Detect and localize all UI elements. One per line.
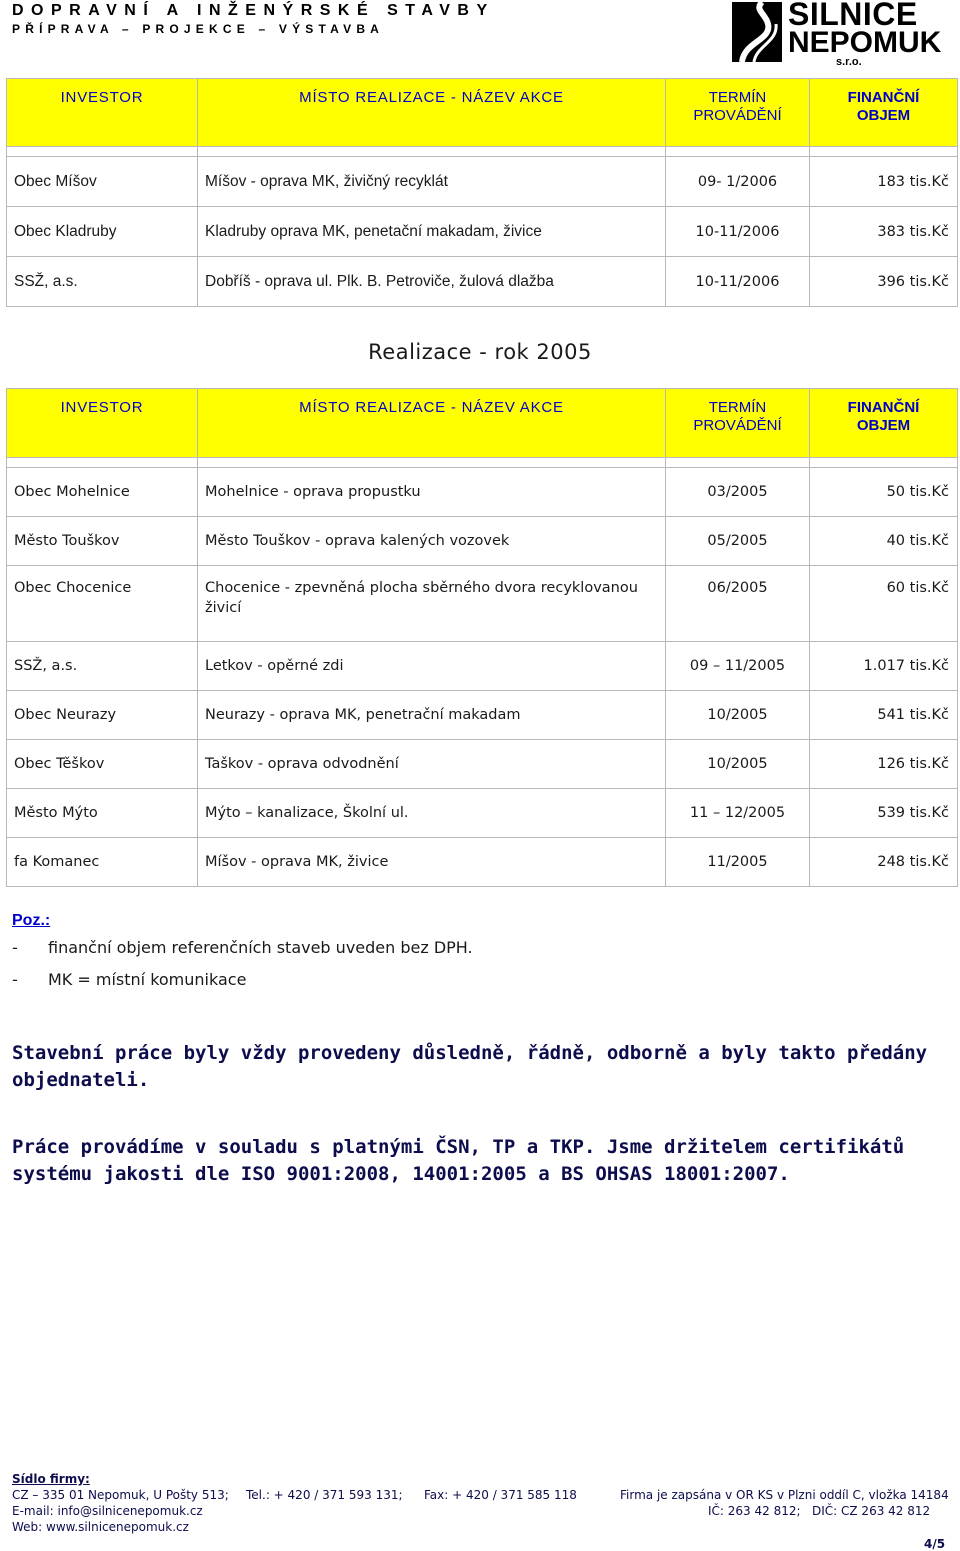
cell-amount: 396 tis.Kč — [810, 257, 958, 307]
cell-term: 03/2005 — [666, 468, 810, 517]
cell-term: 11/2005 — [666, 838, 810, 887]
cell-amount: 539 tis.Kč — [810, 789, 958, 838]
company-activity-line: DOPRAVNÍ A INŽENÝRSKÉ STAVBY — [12, 2, 495, 19]
cell-amount: 40 tis.Kč — [810, 517, 958, 566]
company-services-line: PŘÍPRAVA – PROJEKCE – VÝSTAVBA — [12, 22, 385, 36]
footer-label: Sídlo firmy: — [12, 1472, 90, 1486]
footer-ic: IČ: 263 42 812; — [708, 1504, 801, 1518]
cell-site: Dobříš - oprava ul. Plk. B. Petroviče, žulová dlažba — [198, 257, 666, 307]
cell-site: Mýto – kanalizace, Školní ul. — [198, 789, 666, 838]
cell-investor: Obec Míšov — [7, 157, 198, 207]
cell-investor: Obec Chocenice — [7, 566, 198, 642]
cell-investor: SSŽ, a.s. — [7, 642, 198, 691]
table-row — [7, 740, 958, 789]
cell-site: Chocenice - zpevněná plocha sběrného dvora recyklovanou živicí — [198, 566, 666, 642]
cell-amount: 50 tis.Kč — [810, 468, 958, 517]
cell-site: Kladruby oprava MK, penetační makadam, živice — [198, 207, 666, 257]
cell-term: 10/2005 — [666, 740, 810, 789]
note-bullet: - — [12, 970, 18, 989]
col-header-investor: INVESTOR — [7, 389, 198, 458]
cell-investor: fa Komanec — [7, 838, 198, 887]
col-header-amount: FINANČNÍ OBJEM — [810, 389, 958, 458]
cell-site: Míšov - oprava MK, živice — [198, 838, 666, 887]
table-row — [7, 789, 958, 838]
footer-web: Web: www.silnicenepomuk.cz — [12, 1520, 189, 1534]
table-row — [7, 517, 958, 566]
col-header-term: TERMÍN PROVÁDĚNÍ — [666, 79, 810, 147]
cell-amount: 183 tis.Kč — [810, 157, 958, 207]
cell-term: 10-11/2006 — [666, 207, 810, 257]
table-header-row — [7, 79, 958, 147]
table-row — [7, 566, 958, 642]
table-row — [7, 257, 958, 307]
cell-amount: 60 tis.Kč — [810, 566, 958, 642]
table-row — [7, 838, 958, 887]
cell-term: 10-11/2006 — [666, 257, 810, 307]
cell-term: 06/2005 — [666, 566, 810, 642]
cell-site: Letkov - opěrné zdi — [198, 642, 666, 691]
cell-investor: Obec Kladruby — [7, 207, 198, 257]
cell-investor: Obec Mohelnice — [7, 468, 198, 517]
cell-investor: Město Mýto — [7, 789, 198, 838]
col-header-amount: FINANČNÍ OBJEM — [810, 79, 958, 147]
cell-amount: 1.017 tis.Kč — [810, 642, 958, 691]
table-row — [7, 157, 958, 207]
reference-table-2006 — [6, 78, 958, 307]
cell-term: 09- 1/2006 — [666, 157, 810, 207]
footer-address: CZ – 335 01 Nepomuk, U Pošty 513; — [12, 1488, 229, 1502]
cell-term: 10/2005 — [666, 691, 810, 740]
cell-site: Taškov - oprava odvodnění — [198, 740, 666, 789]
cell-site: Míšov - oprava MK, živičný recyklát — [198, 157, 666, 207]
notes-heading: Poz.: — [12, 912, 51, 929]
footer-email: E-mail: info@silnicenepomuk.cz — [12, 1504, 203, 1518]
quality-statement: Stavební práce byly vždy provedeny důsledně, řádně, odborně a byly takto předány objednateli. — [12, 1042, 928, 1091]
cell-investor: Obec Těškov — [7, 740, 198, 789]
page-footer — [12, 1471, 952, 1535]
cell-term: 05/2005 — [666, 517, 810, 566]
col-header-term: TERMÍN PROVÁDĚNÍ — [666, 389, 810, 458]
cell-investor: Obec Neurazy — [7, 691, 198, 740]
cell-amount: 383 tis.Kč — [810, 207, 958, 257]
road-logo-icon — [732, 2, 782, 62]
reference-table-2005 — [6, 388, 958, 887]
cell-amount: 541 tis.Kč — [810, 691, 958, 740]
footer-fax: Fax: + 420 / 371 585 118 — [424, 1488, 577, 1502]
table-row — [7, 691, 958, 740]
cell-site: Neurazy - oprava MK, penetrační makadam — [198, 691, 666, 740]
table-row — [7, 468, 958, 517]
footer-dic: DIČ: CZ 263 42 812 — [812, 1504, 931, 1518]
cell-term: 09 – 11/2005 — [666, 642, 810, 691]
table-row — [7, 207, 958, 257]
note-vat: finanční objem referenčních staveb uveden bez DPH. — [48, 938, 473, 957]
table-header-row — [7, 389, 958, 458]
page-number: 4/5 — [924, 1537, 946, 1551]
company-logo — [732, 0, 960, 70]
col-header-site: MÍSTO REALIZACE - NÁZEV AKCE — [198, 79, 666, 147]
cell-site: Mohelnice - oprava propustku — [198, 468, 666, 517]
cell-amount: 248 tis.Kč — [810, 838, 958, 887]
note-bullet: - — [12, 938, 18, 957]
logo-word-sro: s.r.o. — [836, 56, 862, 68]
cell-investor: SSŽ, a.s. — [7, 257, 198, 307]
notes-section — [12, 912, 952, 994]
cell-site: Město Touškov - oprava kalených vozovek — [198, 517, 666, 566]
note-mk: MK = místní komunikace — [48, 970, 247, 989]
cell-term: 11 – 12/2005 — [666, 789, 810, 838]
footer-tel: Tel.: + 420 / 371 593 131; — [246, 1488, 403, 1502]
logo-word-silnice: SILNICE — [788, 0, 918, 32]
footer-registry: Firma je zapsána v OR KS v Plzni oddíl C, vložka 14184 — [620, 1488, 949, 1502]
certification-statement: Práce provádíme v souladu s platnými ČSN, TP a TKP. Jsme držitelem certifikátů systému jakosti dle ISO 9001:2008, 14001:2005 a BS OHSAS 18001:2007. — [12, 1136, 905, 1185]
table-row — [7, 642, 958, 691]
cell-investor: Město Touškov — [7, 517, 198, 566]
col-header-site: MÍSTO REALIZACE - NÁZEV AKCE — [198, 389, 666, 458]
logo-word-nepomuk: NEPOMUK — [788, 26, 942, 59]
cell-amount: 126 tis.Kč — [810, 740, 958, 789]
section-title-2005: Realizace - rok 2005 — [368, 340, 592, 364]
col-header-investor: INVESTOR — [7, 79, 198, 147]
page-header — [0, 0, 960, 72]
